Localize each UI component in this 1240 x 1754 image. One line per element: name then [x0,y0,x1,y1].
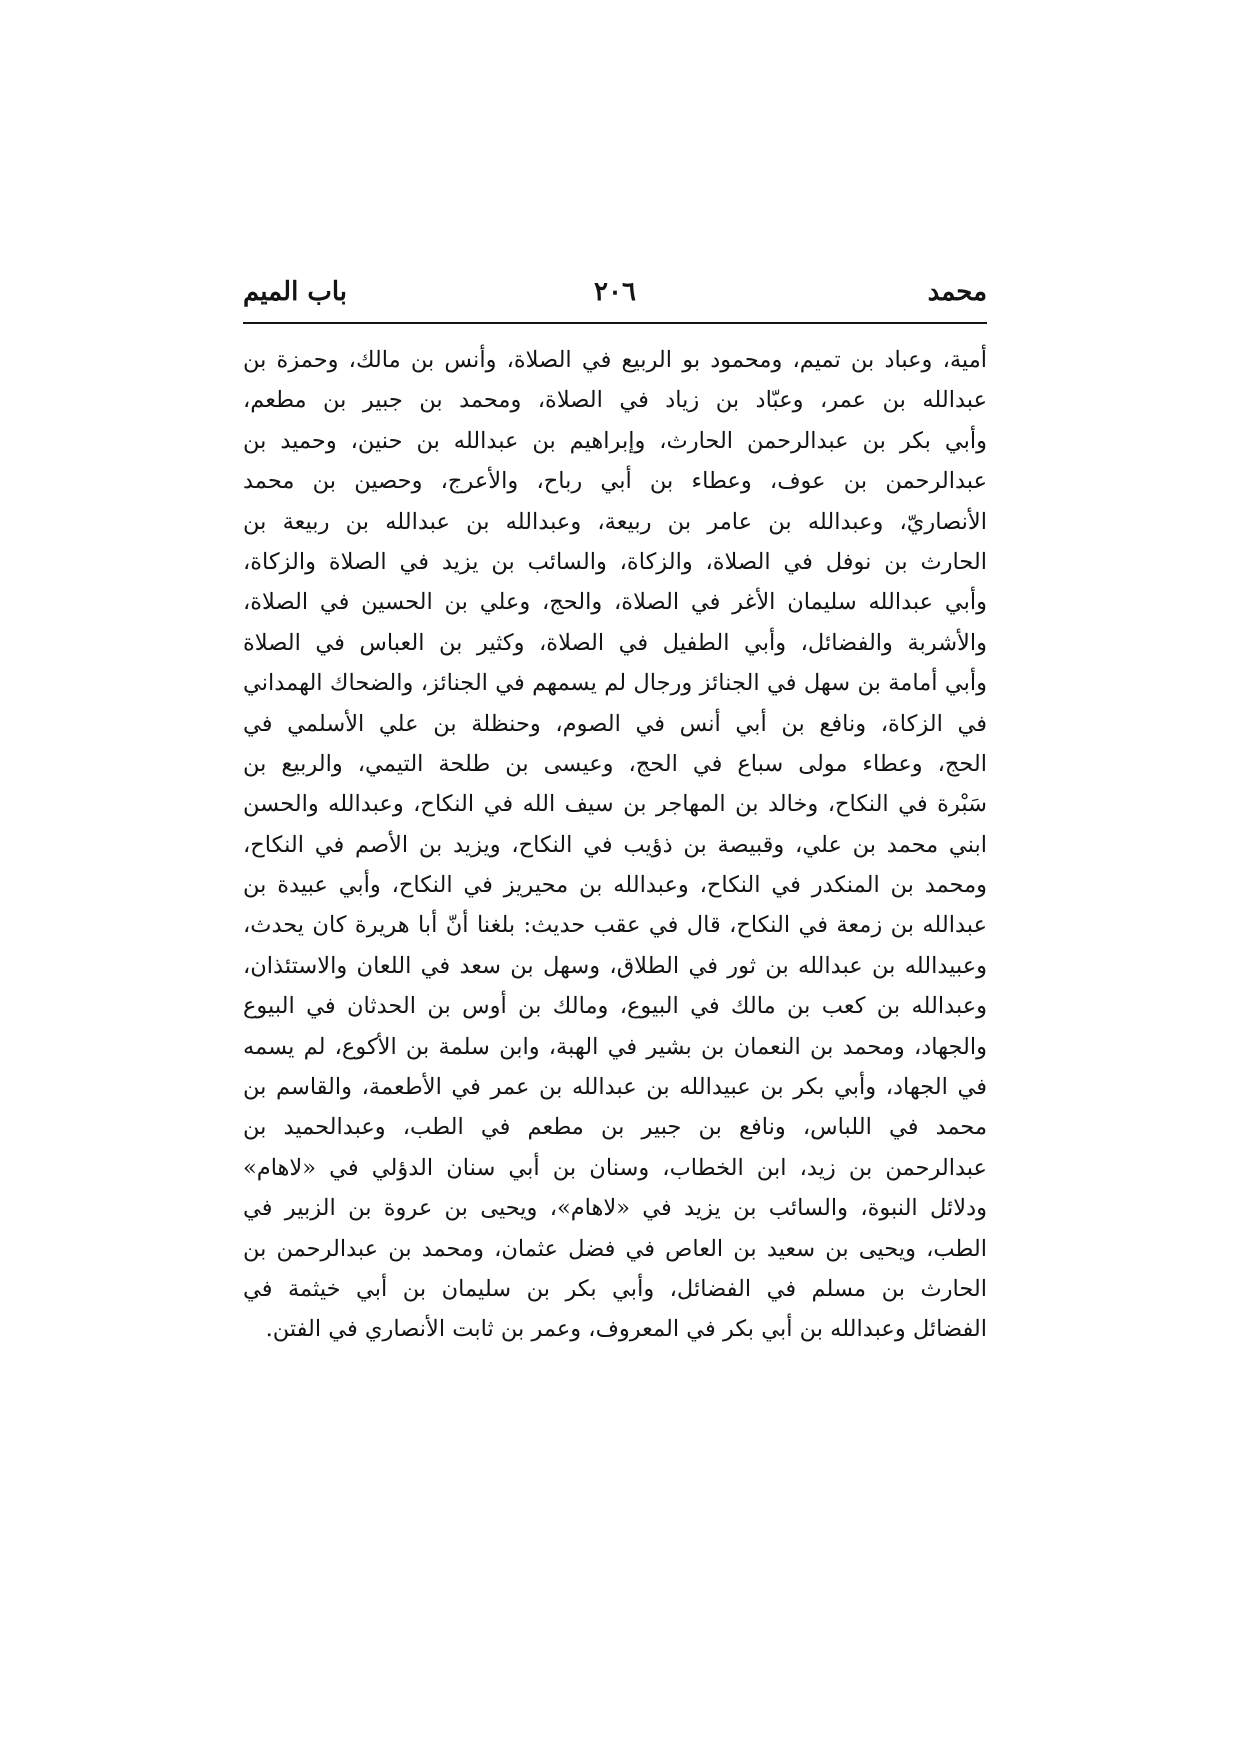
text-line: محمد في اللباس، ونافع بن جبير بن مطعم في الطب، وعبدالحميد بن [243,1114,987,1141]
text-line: الحارث بن نوفل في الصلاة، والزكاة، والسائب بن يزيد في الصلاة والزكاة، [243,548,987,575]
text-line: وأبي بكر بن عبدالرحمن الحارث، وإبراهيم بن عبدالله بن حنين، وحميد بن [243,427,987,454]
text-line: الطب، ويحيى بن سعيد بن العاص في فضل عثمان، ومحمد بن عبدالرحمن بن [243,1235,987,1262]
text-line: وعبيدالله بن عبدالله بن ثور في الطلاق، وسهل بن سعد في اللعان والاستئذان، [243,952,987,979]
text-line: وأبي عبدالله سليمان الأغر في الصلاة، والحج، وعلي بن الحسين في الصلاة، [243,589,987,616]
text-line: في الجهاد، وأبي بكر بن عبيدالله بن عبدالله بن عمر في الأطعمة، والقاسم بن [243,1074,987,1101]
text-line: عبدالله بن زمعة في النكاح، قال في عقب حديث: بلغنا أنّ أبا هريرة كان يحدث، [243,912,987,939]
running-head-chapter: باب الميم [243,277,348,307]
text-line: أمية، وعباد بن تميم، ومحمود بو الربيع في الصلاة، وأنس بن مالك، وحمزة بن [243,347,987,373]
text-line: والجهاد، ومحمد بن النعمان بن بشير في الهبة، وابن سلمة بن الأكوع، لم يسمه [243,1033,987,1060]
text-line: الأنصاريّ، وعبدالله بن عامر بن ربيعة، وعبدالله بن عبدالله بن ربيعة بن [243,508,987,535]
text-line: عبدالله بن عمر، وعبّاد بن زياد في الصلاة، ومحمد بن جبير بن مطعم، [243,387,987,414]
text-line: عبدالرحمن بن عوف، وعطاء بن أبي رباح، والأعرج، وحصين بن محمد [243,468,987,495]
header-divider [243,322,987,324]
text-line: الحارث بن مسلم في الفضائل، وأبي بكر بن سليمان بن أبي خيثمة في [243,1275,987,1302]
text-line: ودلائل النبوة، والسائب بن يزيد في «لاهام»، ويحيى بن عروة بن الزبير في [243,1195,987,1222]
text-line: سَبْرة في النكاح، وخالد بن المهاجر بن سيف الله في النكاح، وعبدالله والحسن [243,791,987,818]
text-line: الحج، وعطاء مولى سباع في الحج، وعيسى بن طلحة التيمي، والربيع بن [243,750,987,777]
text-line: في الزكاة، ونافع بن أبي أنس في الصوم، وحنظلة بن علي الأسلمي في [243,710,987,737]
text-line: ومحمد بن المنكدر في النكاح، وعبدالله بن محيريز في النكاح، وأبي عبيدة بن [243,872,987,899]
body-text [243,340,987,1350]
text-line: الفضائل وعبدالله بن أبي بكر في المعروف، وعمر بن ثابت الأنصاري في الفتن. [265,1316,987,1343]
text-line: والأشربة والفضائل، وأبي الطفيل في الصلاة، وكثير بن العباس في الصلاة [243,629,987,656]
text-line: ابني محمد بن علي، وقبيصة بن ذؤيب في النكاح، ويزيد بن الأصم في النكاح، [243,831,987,858]
text-line: عبدالرحمن بن زيد، ابن الخطاب، وسنان بن أبي سنان الدؤلي في «لاهام» [243,1154,987,1181]
text-line: وعبدالله بن كعب بن مالك في البيوع، ومالك بن أوس بن الحدثان في البيوع [243,993,987,1020]
page-number: ٢٠٦ [594,277,636,307]
page-header [243,277,987,311]
text-line: وأبي أمامة بن سهل في الجنائز ورجال لم يسمهم في الجنائز، والضحاك الهمداني [243,670,987,697]
running-head-entry: محمد [927,277,987,307]
